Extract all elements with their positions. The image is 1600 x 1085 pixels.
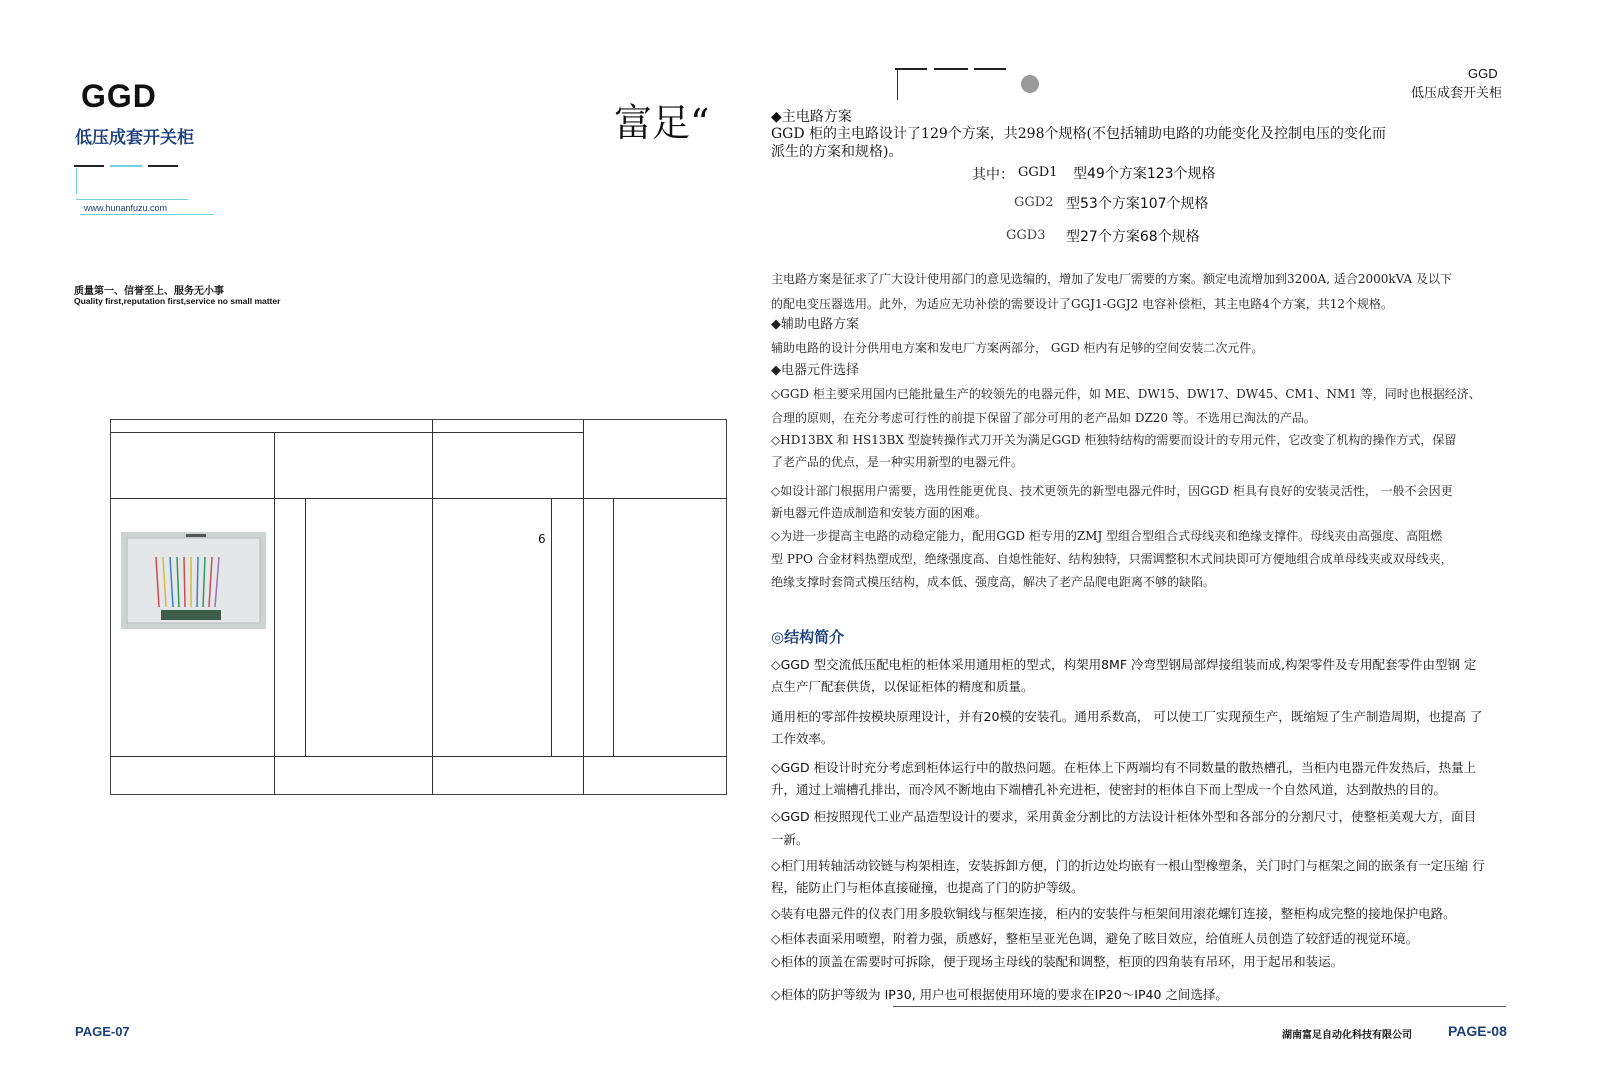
table-rule	[305, 498, 306, 756]
page-number-right: PAGE-08	[1448, 1023, 1507, 1039]
slogan-en: Quality first,reputation first,service no small matter	[74, 296, 281, 306]
table-rule	[613, 498, 614, 756]
header-subtitle: 低压成套开关柜	[1411, 86, 1503, 101]
section-heading: ◆电器元件选择	[771, 363, 859, 378]
logo-icon	[1021, 75, 1039, 93]
decor-dash	[934, 68, 968, 70]
paragraph-line: 通用柜的零部件按模块原理设计，并有20模的安装孔。通用系数高， 可以使工厂实现预生产，既缩短了生产制造周期，也提高 了	[771, 709, 1483, 724]
table-rule	[432, 419, 433, 795]
table-rule	[551, 498, 552, 756]
table-rule	[274, 432, 275, 795]
decor-bracket	[76, 168, 77, 194]
website-url[interactable]: www.hunanfuzu.com	[84, 203, 168, 213]
paragraph-line: 的配电变压器选用。此外，为适应无功补偿的需要设计了GGJ1-GGJ2 电容补偿柜，其主电路4个方案，共12个规格。	[771, 297, 1394, 311]
paragraph-line: 了老产品的优点，是一种实用新型的电器元件。	[771, 455, 1024, 469]
paragraph-line: ◇柜门用转轴活动铰链与构架相连，安装拆卸方便，门的折边处均嵌有一根山型橡塑条，关门时门与框架之间的嵌条有一定压缩 行	[771, 858, 1485, 873]
paragraph-line: ◇如设计部门根据用户需要，选用性能更优良、技术更领先的新型电器元件时，因GGD 柜具有良好的安装灵活性， 一般不会因更	[771, 484, 1453, 498]
spec-model: GGD2	[1014, 195, 1054, 210]
footer-rule	[893, 1006, 1506, 1007]
paragraph-line: 程，能防止门与柜体直接碰撞，也提高了门的防护等级。	[771, 880, 1084, 895]
paragraph-line: 工作效率。	[771, 731, 834, 746]
paragraph-line: 一新。	[771, 832, 809, 847]
table-number: 6	[538, 532, 546, 546]
spec-desc: 型49个方案123个规格	[1073, 166, 1216, 182]
paragraph-line: ◇GGD 型交流低压配电柜的柜体采用通用柜的型式，构架用8MF 冷弯型钢局部焊接组装而成,构架零件及专用配套零件由型钢 定	[771, 657, 1477, 672]
paragraph-line: 派生的方案和规格)。	[771, 144, 903, 160]
paragraph-line: 新电器元件造成制造和安装方面的困难。	[771, 506, 988, 520]
paragraph-line: 主电路方案是征求了广大设计使用部门的意见选编的，增加了发电厂需要的方案。额定电流增加到3200A, 适合2000kVA 及以下	[771, 272, 1452, 286]
page-subtitle: 低压成套开关柜	[75, 128, 194, 148]
paragraph-line: GGD 柜的主电路设计了129个方案，共298个规格(不包括辅助电路的功能变化及控制电压的变化而	[771, 126, 1386, 142]
decor-bracket	[897, 70, 898, 100]
paragraph-line: 绝缘支撑时套筒式模压结构，成本低、强度高，解决了老产品爬电距离不够的缺陷。	[771, 575, 1216, 589]
paragraph-line: ◇为进一步提高主电路的动稳定能力，配用GGD 柜专用的ZMJ 型组合型组合式母线夹和绝缘支撑件。母线夹由高强度、高阻燃	[771, 529, 1443, 543]
decor-dash	[974, 68, 1006, 70]
paragraph-line: 辅助电路的设计分供用电方案和发电厂方案两部分， GGD 柜内有足够的空间安装二次元件。	[771, 341, 1264, 355]
paragraph-line: ◇柜体表面采用喷塑，附着力强，质感好，整柜呈亚光色调，避免了眩目效应，给值班人员创造了较舒适的视觉环境。	[771, 931, 1419, 946]
decor-line	[80, 214, 214, 215]
paragraph-line: 升，通过上端槽孔排出，而冷风不断地由下端槽孔补充进柜，使密封的柜体自下而上型成一个自然风道，达到散热的目的。	[771, 782, 1447, 797]
brand-text: 富足“	[614, 101, 710, 145]
section-heading: ◆主电路方案	[771, 109, 852, 125]
table-rule	[110, 498, 727, 499]
paragraph-line: ◇GGD 柜设计时充分考虑到柜体运行中的散热问题。在柜体上下两端均有不同数量的散热槽孔，当柜内电器元件发热后，热量上	[771, 760, 1477, 775]
page-number-left: PAGE-07	[75, 1024, 130, 1039]
structure-heading: ◎结构简介	[771, 628, 845, 646]
paragraph-line: ◇装有电器元件的仪表门用多股软铜线与框架连接，柜内的安装件与柜架间用滚花螺钉连接，整柜构成完整的接地保护电路。	[771, 906, 1456, 921]
decor-dash	[895, 68, 927, 70]
decor-dash	[74, 165, 104, 167]
header-title: GGD	[1468, 66, 1498, 81]
decor-dash	[148, 165, 178, 167]
spec-desc: 型27个方案68个规格	[1066, 229, 1200, 245]
cabinet-photo-graphic	[121, 532, 266, 629]
paragraph-line: ◇HD13BX 和 HS13BX 型旋转操作式刀开关为满足GGD 柜独特结构的需要而设计的专用元件，它改变了机构的操作方式，保留	[771, 433, 1457, 447]
company-name: 湖南富足自动化科技有限公司	[1282, 1030, 1412, 1041]
paragraph-line: ◇柜体的防护等级为 IP30, 用户也可根据使用环境的要求在IP20～IP40 之间选择。	[771, 987, 1228, 1002]
decor-line	[76, 199, 188, 200]
slogan-cn: 质量第一、信誉至上、服务无小事	[74, 286, 224, 297]
spec-model: GGD3	[1006, 228, 1046, 243]
paragraph-line: 点生产厂配套供货，以保证柜体的精度和质量。	[771, 679, 1034, 694]
spec-desc: 型53个方案107个规格	[1066, 196, 1209, 212]
section-heading: ◆辅助电路方案	[771, 317, 859, 332]
paragraph-line: 型 PPO 合金材料热塑成型，绝缘强度高、自熄性能好、结构独特，只需调整积木式间块即可方便地组合成单母线夹或双母线夹，	[771, 552, 1453, 566]
table-rule	[583, 419, 584, 795]
paragraph-line: ◇柜体的顶盖在需要时可拆除，便于现场主母线的装配和调整，柜顶的四角装有吊环，用于起吊和装运。	[771, 954, 1344, 969]
paragraph-line: 合理的原则，在充分考虑可行性的前提下保留了部分可用的老产品如 DZ20 等。不选用已淘汰的产品。	[771, 411, 1316, 425]
paragraph-line: ◇GGD 柜按照现代工业产品造型设计的要求，采用黄金分割比的方法设计柜体外型和各部分的分割尺寸，使整柜美观大方，面目	[771, 809, 1477, 824]
page-title: GGD	[81, 78, 157, 114]
table-rule	[110, 756, 727, 757]
paragraph-line: ◇GGD 柜主要采用国内已能批量生产的较领先的电器元件，如 ME、DW15、DW17、DW45、CM1、NM1 等，同时也根据经济、	[771, 387, 1481, 401]
spec-prefix: 其中：	[972, 167, 1014, 183]
table-rule	[110, 432, 584, 433]
decor-dash	[110, 165, 142, 167]
cabinet-photo	[121, 532, 266, 629]
spec-model: GGD1	[1018, 165, 1058, 180]
